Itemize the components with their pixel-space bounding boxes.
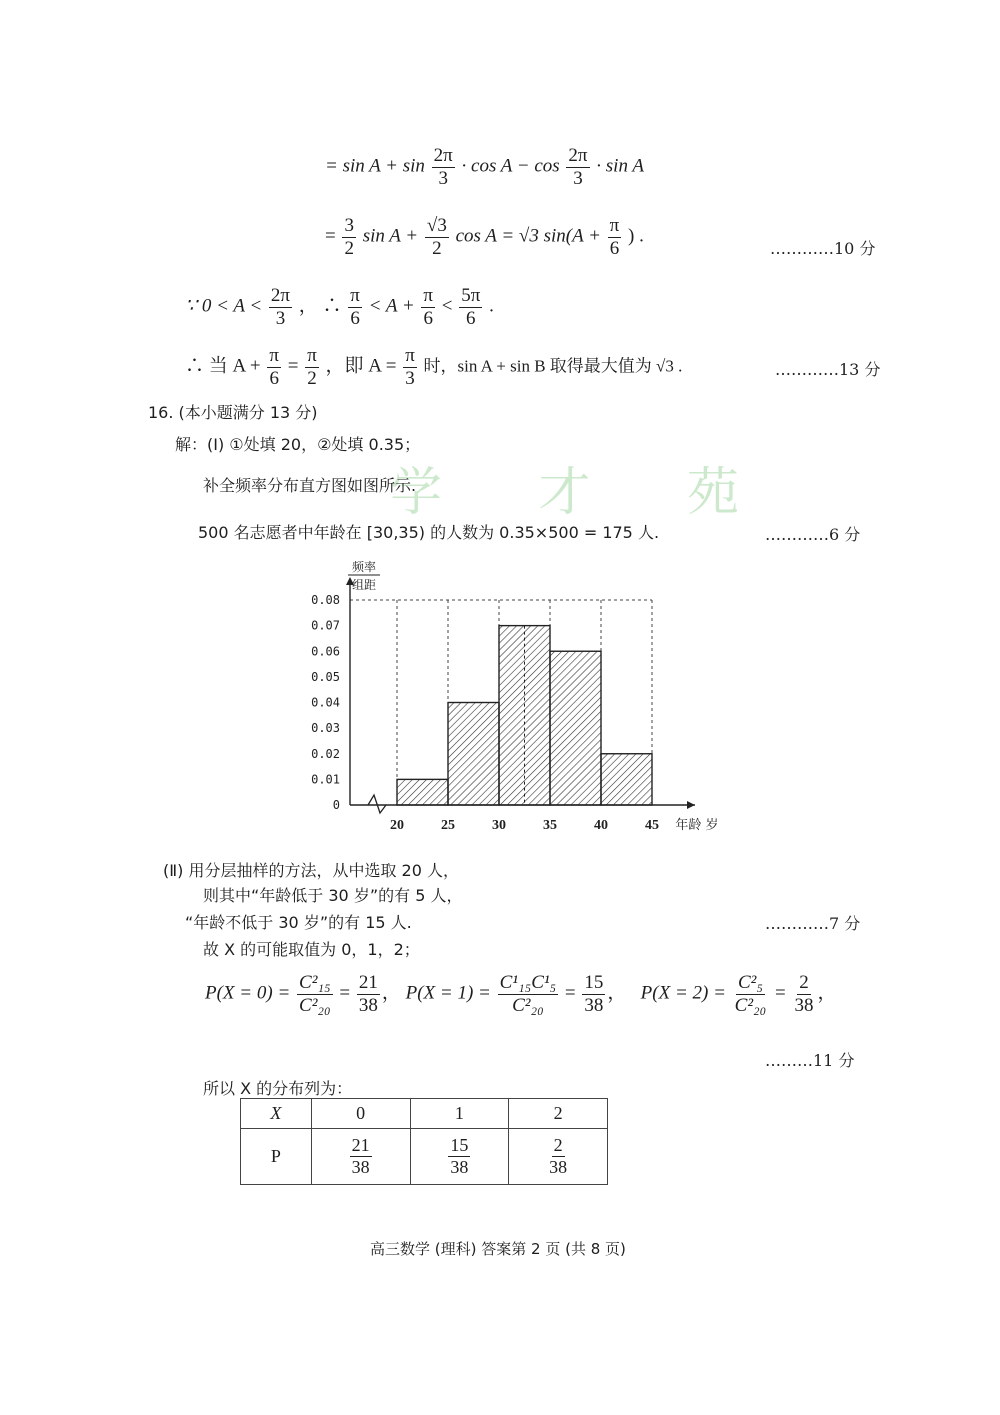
eq-text: < A + [368, 295, 415, 317]
part-2-line-b: 则其中“年龄低于 30 岁”的有 5 人， [203, 886, 463, 905]
prob-lhs: P(X = 0) = [205, 982, 291, 1004]
histogram-bar [601, 754, 652, 805]
eq-text: cos A = √3 sin(A + [455, 225, 601, 247]
eq-line-4 [185, 345, 682, 390]
x-axis-arrow [687, 801, 695, 809]
eq-line-1 [325, 145, 644, 190]
x-tick-label: 45 [645, 818, 659, 833]
table-cell: $\frac{15}{38}$ [410, 1129, 509, 1185]
fraction: $\frac{5\pi}{6}$ [461, 285, 481, 329]
fraction: $\frac{\pi}{3}$ [405, 345, 415, 389]
eq-text: 时，sin A + sin B 取得最大值为 √3 . [423, 356, 683, 376]
frequency-histogram [290, 555, 750, 845]
table-header-cell: 0 [311, 1099, 410, 1129]
fraction: $\frac{\text{C¹₁₅C¹₅}}{\text{C²₂₀}}$ [499, 972, 557, 1016]
eq-text: = [287, 355, 299, 377]
y-tick-label: 0 [332, 798, 340, 812]
table-row-label: P [241, 1129, 312, 1185]
eq-text: ∴ 当 A + [185, 355, 261, 377]
fraction: $\frac{√3}{2}$ [426, 215, 447, 259]
distribution-intro: 所以 X 的分布列为： [203, 1079, 353, 1098]
score-11: ………11 分 [765, 1051, 855, 1070]
eq-text: sin A + [362, 225, 419, 247]
y-tick-label: 0.02 [311, 746, 340, 761]
score-7: …………7 分 [765, 914, 861, 933]
eq-text: < [441, 295, 453, 317]
fraction: $\frac{\pi}{6}$ [269, 345, 279, 389]
eq-text: ， ∴ [298, 295, 342, 317]
axis-break [368, 795, 386, 813]
fraction: $\frac{\pi}{2}$ [307, 345, 317, 389]
x-tick-label: 25 [441, 818, 455, 833]
y-axis-label-num: 频率 [351, 560, 377, 574]
y-tick-label: 0.07 [311, 618, 340, 633]
table-cell: $\frac{2}{38}$ [509, 1129, 608, 1185]
y-axis-label-den: 组距 [351, 578, 377, 592]
x-axis-label: 年龄 岁 [675, 818, 719, 833]
eq-text: . [489, 295, 494, 317]
eq-line-3 [185, 285, 494, 330]
separator: ， [381, 982, 401, 1004]
histogram-bar [448, 703, 499, 806]
fraction: $\frac{3}{2}$ [344, 215, 354, 259]
fraction: $\frac{21}{38}$ [358, 972, 378, 1016]
prob-lhs: P(X = 1) = [405, 982, 491, 1004]
fraction: $\frac{\pi}{6}$ [350, 285, 360, 329]
histogram-bar [397, 779, 448, 805]
watermark: 学 才 苑 [390, 463, 780, 523]
fraction: $\frac{2\pi}{3}$ [568, 145, 588, 189]
y-tick-label: 0.04 [311, 695, 340, 710]
eq-text: ) . [628, 225, 644, 247]
separator: ， [607, 982, 627, 1004]
fraction: $\frac{15}{38}$ [584, 972, 604, 1016]
part-2-line-a: (Ⅱ) 用分层抽样的方法，从中选取 20 人， [163, 861, 459, 880]
fraction: $\frac{\pi}{6}$ [609, 215, 620, 259]
score-10: …………10 分 [770, 239, 876, 258]
probability-formulas: P(X = 0) = $\frac{\text{C²₁₅}}{\text{C²₂₀}}$ = $\frac{21}{38}$ ， P(X = 1) = $\frac{\text{C¹₁₅C¹₅}}{\text{C²₂₀}}$ = $\frac{15}{38}$ ， P(X = 2) = $\frac{\text{C²₅}}{\text{C²₂₀}}$ = $\frac{2}{38}$ ， [205, 972, 837, 1016]
x-tick-label: 20 [390, 818, 404, 833]
eq-text: = [325, 225, 336, 247]
fraction: $\frac{2\pi}{3}$ [270, 285, 290, 329]
score-13: …………13 分 [775, 360, 881, 379]
part-2-line-d: 故 X 的可能取值为 0，1，2； [203, 940, 420, 959]
table-header-cell: X [241, 1099, 312, 1129]
eq-text: · cos A − cos [461, 155, 560, 177]
y-tick-label: 0.08 [311, 593, 340, 607]
separator: ， [817, 982, 837, 1004]
fill-histogram-text: 补全频率分布直方图如图所示. [203, 476, 417, 495]
eq-text: · sin A [596, 155, 644, 177]
y-tick-label: 0.05 [311, 669, 340, 684]
eq-text: = sin A + sin [325, 155, 425, 177]
score-6: …………6 分 [765, 525, 861, 544]
fraction: $\frac{2}{38}$ [794, 972, 814, 1016]
table-header-cell: 1 [410, 1099, 509, 1129]
part-1-answer: 解：(Ⅰ) ①处填 20，②处填 0.35； [175, 435, 421, 454]
question-16-title: 16. (本小题满分 13 分) [148, 403, 318, 422]
eq-text: ∵ 0 < A < [185, 295, 263, 317]
x-tick-label: 35 [543, 818, 557, 833]
eq-line-2 [325, 215, 644, 260]
fraction: $\frac{\text{C²₅}}{\text{C²₂₀}}$ [734, 972, 767, 1016]
fraction: $\frac{\text{C²₁₅}}{\text{C²₂₀}}$ [299, 972, 331, 1016]
x-tick-label: 30 [492, 818, 506, 833]
y-tick-label: 0.03 [311, 721, 340, 736]
page-footer: 高三数学 (理科) 答案第 2 页 (共 8 页) [370, 1240, 626, 1258]
fraction: $\frac{\pi}{6}$ [423, 285, 434, 329]
table-header-cell: 2 [509, 1099, 608, 1129]
table-cell: $\frac{21}{38}$ [311, 1129, 410, 1185]
y-tick-label: 0.01 [311, 772, 340, 787]
x-tick-label: 40 [594, 818, 608, 833]
histogram-bar [550, 651, 601, 805]
fraction: $\frac{2\pi}{3}$ [433, 145, 453, 189]
prob-lhs: P(X = 2) = [640, 982, 726, 1004]
eq-text: ，即 A = [325, 355, 397, 377]
y-tick-label: 0.06 [311, 644, 340, 659]
distribution-table [240, 1098, 608, 1185]
count-statement: 500 名志愿者中年龄在 [30,35) 的人数为 0.35×500 = 175 人. [198, 523, 660, 542]
part-2-line-c: “年龄不低于 30 岁”的有 15 人. [185, 913, 412, 932]
